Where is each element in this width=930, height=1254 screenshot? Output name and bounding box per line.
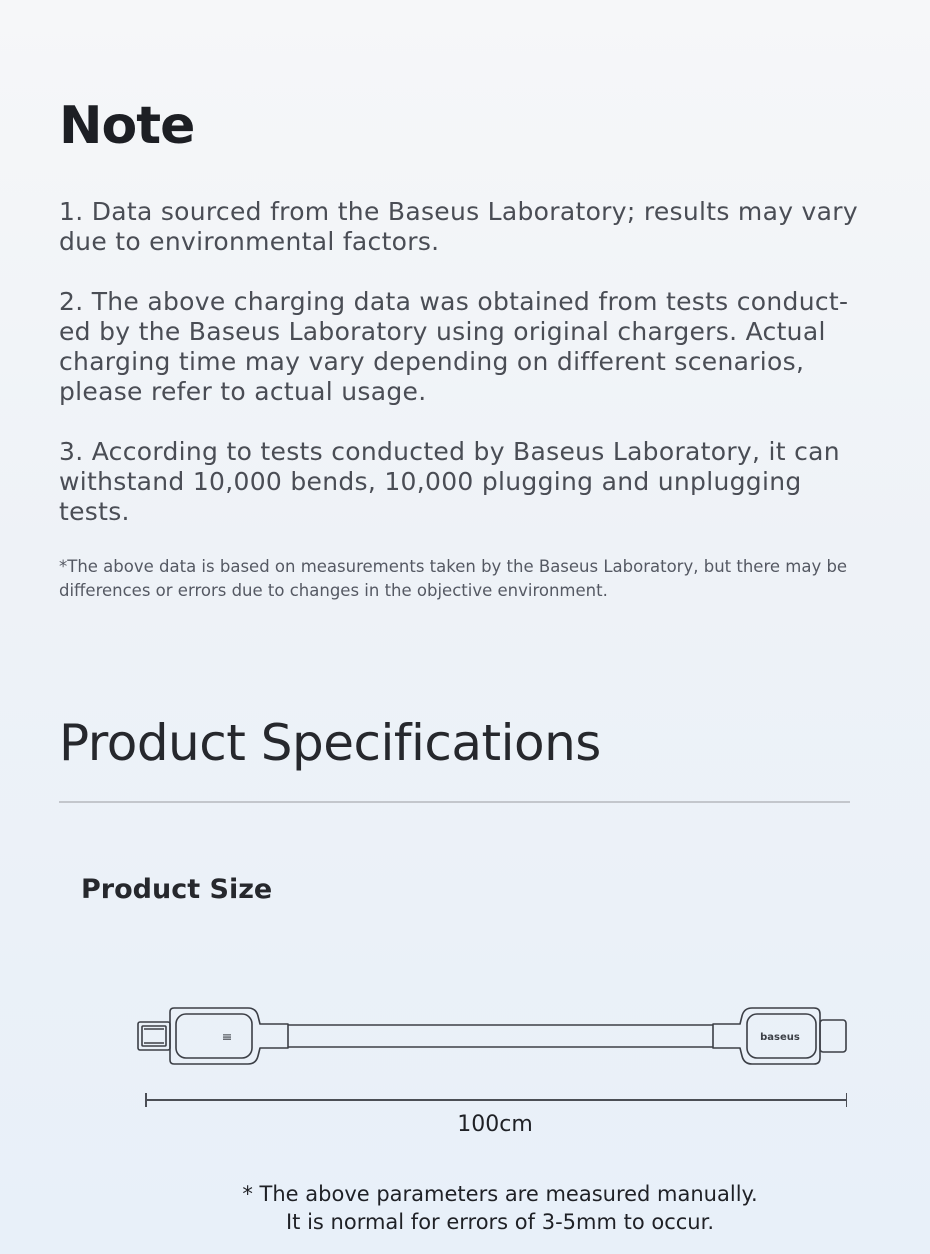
specifications-title: Product Specifications [59, 714, 601, 772]
dimension-tick-right [846, 1093, 848, 1107]
note-item-3: 3. According to tests conducted by Baseus Laboratory, it can withstand 10,000 bends, 10,000 plugging and unplugging tests. [59, 437, 840, 526]
measurement-note-line-2: It is normal for errors of 3-5mm to occur. [285, 1210, 714, 1234]
product-size-title: Product Size [81, 874, 273, 905]
usb-c-connector-tip [820, 1020, 846, 1052]
measurement-note [160, 1180, 840, 1236]
measurement-note-line-1: * The above parameters are measured manually. [242, 1182, 758, 1206]
cable-illustration [130, 1004, 850, 1074]
note-item-2: 2. The above charging data was obtained from tests conduct-ed by the Baseus Laboratory using original chargers. Actual charging time may vary depending on different scenarios, please refer to actual usage. [59, 287, 849, 406]
note-item-1: 1. Data sourced from the Baseus Laboratory; results may vary due to environmental factors. [59, 197, 858, 256]
dimension-line-bar [145, 1099, 847, 1101]
brand-logo-text: baseus [760, 1032, 800, 1043]
section-divider [59, 801, 850, 803]
note-footnote: *The above data is based on measurements taken by the Baseus Laboratory, but there may be differences or errors due to changes in the objective environment. [59, 557, 848, 600]
length-label: 100cm [457, 1112, 533, 1137]
port-mark-text: Ⅲ [220, 1033, 233, 1041]
lightning-connector-tip [138, 1022, 170, 1050]
note-title: Note [59, 96, 195, 156]
cable-body [288, 1025, 713, 1047]
dimension-line [145, 1093, 847, 1107]
